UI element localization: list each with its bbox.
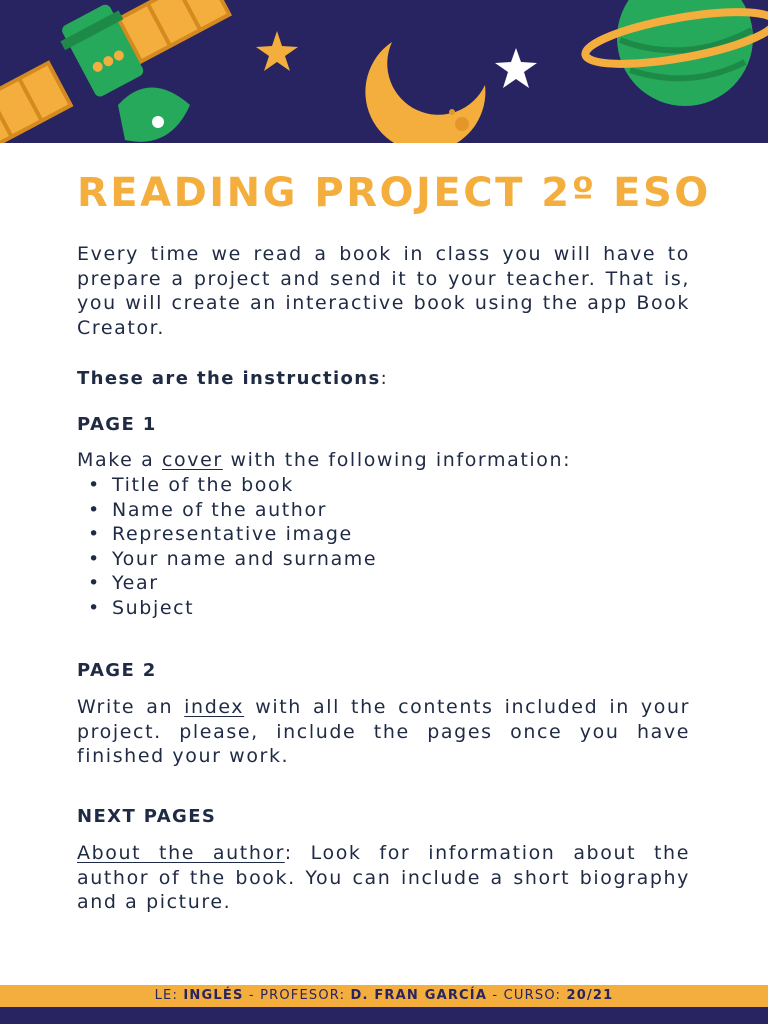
- about-author-link: About the author: [77, 842, 285, 864]
- list-item: • Name of the author: [85, 498, 377, 523]
- page2-paragraph: [77, 695, 690, 769]
- list-item: • Title of the book: [85, 473, 377, 498]
- list-item: • Your name and surname: [85, 547, 377, 572]
- footer-sep2: - CURSO:: [487, 988, 567, 1003]
- page2-heading: PAGE 2: [77, 660, 157, 681]
- cover-info-list: [85, 473, 377, 621]
- next-pages-paragraph: [77, 841, 690, 915]
- footer-teacher: D. FRAN GARCÍA: [350, 988, 488, 1003]
- footer-course: 20/21: [566, 988, 614, 1003]
- app-name: Book Creator.: [77, 292, 690, 339]
- space-illustration: [0, 0, 768, 143]
- moon-icon: [365, 42, 485, 143]
- header-banner: [0, 0, 768, 143]
- list-item: • Representative image: [85, 522, 377, 547]
- footer-le-value: INGLÉS: [183, 988, 244, 1003]
- star-icon: [256, 31, 298, 71]
- page1-heading: PAGE 1: [77, 414, 157, 435]
- page1-lead: [77, 448, 690, 473]
- page-title: READING PROJECT 2º ESO: [77, 170, 711, 216]
- page2-after: with all the contents included in your project. please, include the pages once you have finished your work.: [77, 696, 691, 768]
- bottom-strip: [0, 1007, 768, 1024]
- intro-text: Every time we read a book in class you will have to prepare a project and send it to your teacher. That is, you will create an interactive book using the app: [77, 243, 690, 315]
- footer-sep1: - PROFESOR:: [243, 988, 351, 1003]
- intro-paragraph: [77, 242, 690, 340]
- page1-lead-after: with the following information:: [222, 449, 572, 471]
- footer-text: [0, 985, 768, 1007]
- star-icon: [495, 48, 537, 88]
- footer-le-label: LE:: [154, 988, 184, 1003]
- satellite-icon: [0, 0, 229, 143]
- planet-icon: [582, 0, 768, 106]
- list-item: • Subject: [85, 596, 377, 621]
- index-link: index: [184, 696, 245, 718]
- page2-before: Write an: [77, 696, 185, 718]
- next-pages-heading: NEXT PAGES: [77, 806, 217, 827]
- instructions-heading: [77, 368, 388, 389]
- instructions-label: These are the instructions: [77, 368, 381, 389]
- instructions-colon: :: [380, 368, 389, 389]
- list-item: • Year: [85, 571, 377, 596]
- next-pages-after: : Look for information about the author of the book. You can include a short biography and a picture.: [77, 842, 690, 914]
- cover-link: cover: [161, 449, 223, 471]
- page1-lead-before: Make a: [77, 449, 162, 471]
